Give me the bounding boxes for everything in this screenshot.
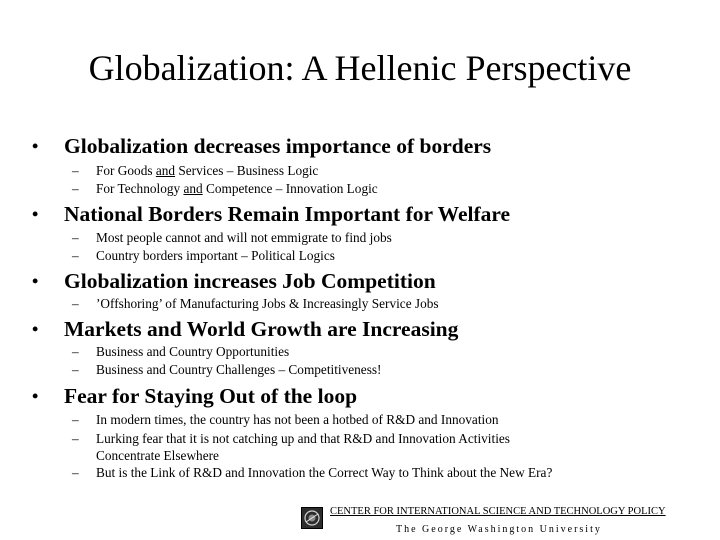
dash-icon: – [72, 181, 79, 196]
dash-icon: – [72, 344, 79, 359]
sub-bullet-item: – Business and Country Challenges – Competitiveness! [72, 362, 382, 377]
dash-icon: – [72, 248, 79, 263]
sub-bullet-continuation: Concentrate Elsewhere [96, 448, 219, 463]
dash-icon: – [72, 362, 79, 377]
bullet-item [32, 382, 357, 410]
sub-bullet-item: – In modern times, the country has not been a hotbed of R&D and Innovation [72, 412, 499, 427]
center-name: CENTER FOR INTERNATIONAL SCIENCE AND TECHNOLOGY POLICY [330, 506, 666, 517]
dash-icon: – [72, 412, 79, 427]
dash-icon: – [72, 163, 79, 178]
bullet-text: Globalization increases Job Competition [64, 269, 436, 293]
slide-title: Globalization: A Hellenic Perspective [88, 48, 632, 88]
sub-bullet-item: – For Goods and Services – Business Logic [72, 163, 319, 178]
seal-icon [302, 508, 322, 528]
bullet-item [32, 200, 510, 228]
sub-bullet-item: – Business and Country Opportunities [72, 344, 290, 359]
bullet-item [32, 267, 436, 295]
bullet-dot-icon: • [32, 204, 39, 224]
bullet-text: Markets and World Growth are Increasing [64, 317, 459, 341]
sub-bullet-item: – Most people cannot and will not emmigrate to find jobs [72, 230, 392, 245]
bullet-item [32, 132, 491, 160]
bullet-dot-icon: • [32, 136, 39, 156]
sub-bullet-item: – But is the Link of R&D and Innovation the Correct Way to Think about the New Era? [72, 465, 553, 480]
university-seal-logo [301, 507, 323, 529]
bullet-item [32, 315, 458, 343]
bullet-dot-icon: • [32, 319, 39, 339]
bullet-text: Fear for Staying Out of the loop [64, 384, 358, 408]
sub-bullet-item: – ’Offshoring’ of Manufacturing Jobs & Increasingly Service Jobs [72, 296, 439, 311]
dash-icon: – [72, 465, 79, 480]
sub-bullet-item: – Lurking fear that it is not catching up and that R&D and Innovation Activities Concentrate Elsewhere [72, 431, 510, 463]
dash-icon: – [72, 431, 79, 446]
bullet-text: Globalization decreases importance of borders [64, 134, 492, 158]
bullet-text: National Borders Remain Important for Welfare [64, 202, 511, 226]
bullet-dot-icon: • [32, 386, 39, 406]
university-name: The George Washington University [396, 524, 602, 535]
bullet-dot-icon: • [32, 271, 39, 291]
sub-bullet-item: – For Technology and Competence – Innovation Logic [72, 181, 378, 196]
dash-icon: – [72, 230, 79, 245]
dash-icon: – [72, 296, 79, 311]
sub-bullet-item: – Country borders important – Political Logics [72, 248, 335, 263]
